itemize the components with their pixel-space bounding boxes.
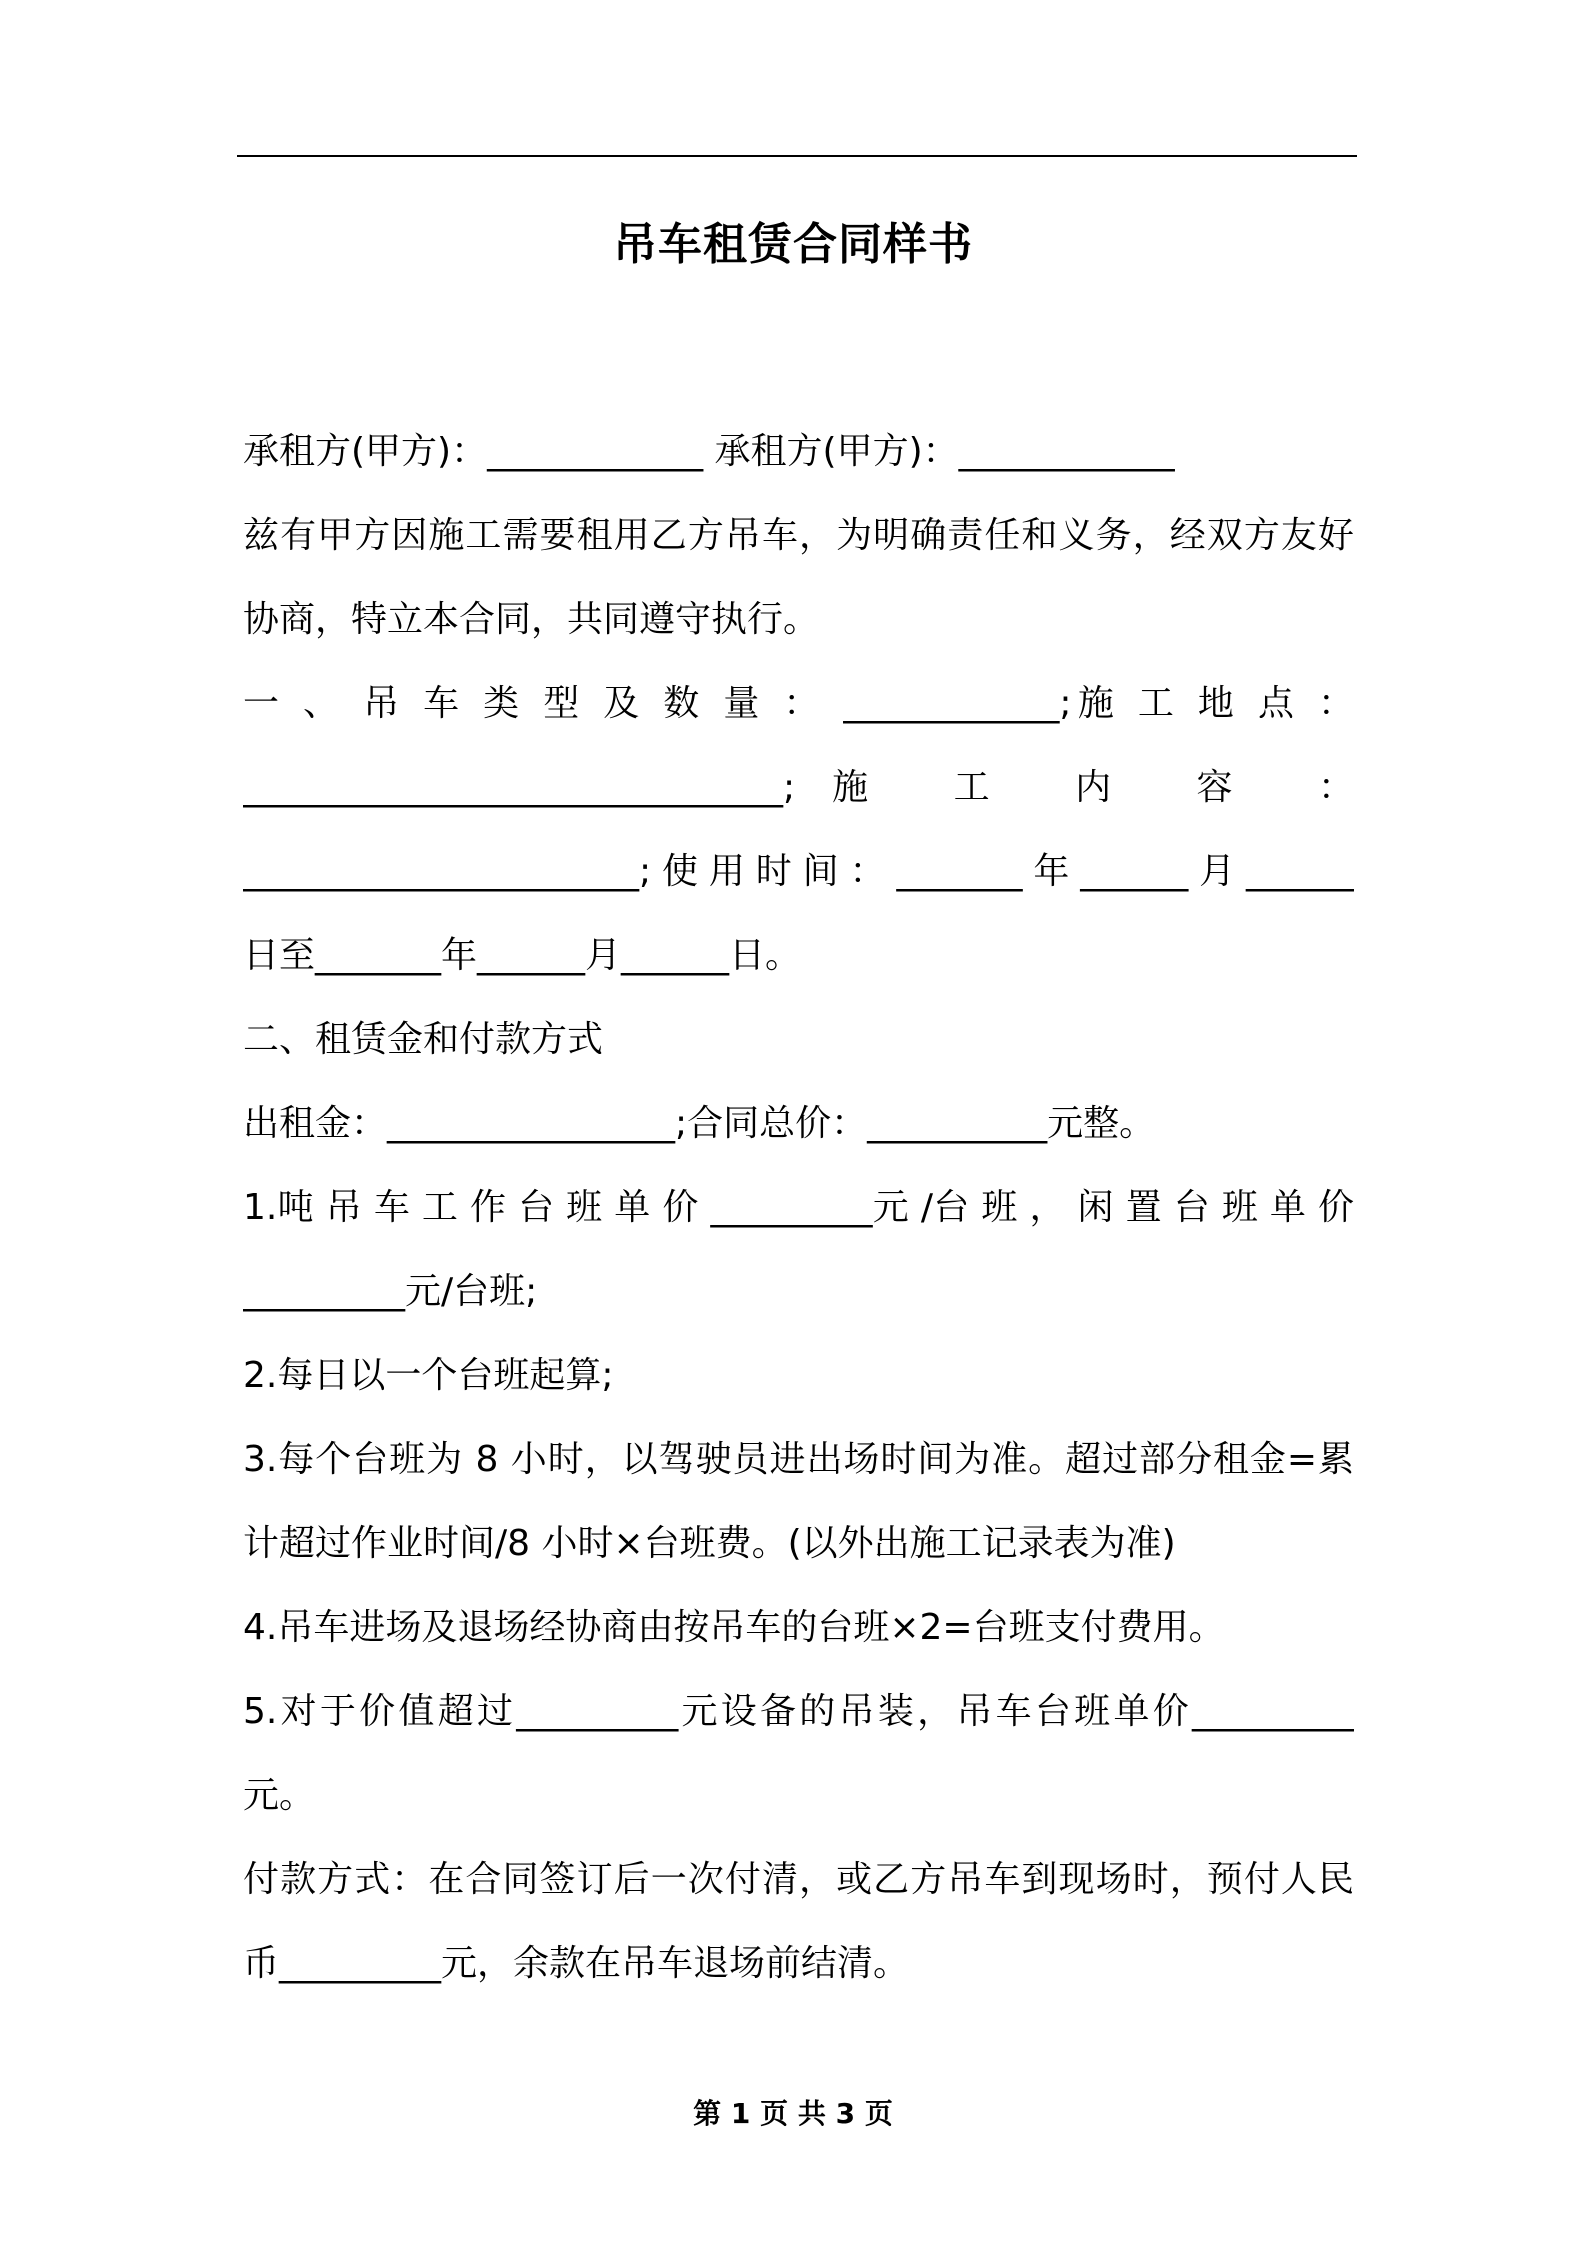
rent-line: 出租金：________________;合同总价：__________元整。 — [243, 1103, 1156, 1144]
contract-body — [243, 410, 1354, 2006]
clause-3-line-2: 计超过作业时间/8 小时×台班费。(以外出施工记录表为准) — [243, 1523, 1176, 1564]
clause-2: 2.每日以一个台班起算; — [243, 1355, 614, 1396]
clause-4: 4.吊车进场及退场经协商由按吊车的台班×2=台班支付费用。 — [243, 1607, 1225, 1648]
clause-1-line-2: _________元/台班; — [243, 1271, 538, 1312]
document-title: 吊车租赁合同样书 — [613, 219, 973, 270]
header-rule — [237, 155, 1357, 157]
clause-5-line-2: 元。 — [243, 1775, 316, 1816]
section-one-line-1: 一 、 吊 车 类 型 及 数 量 ： ____________;施 工 地 点 ： — [243, 683, 1354, 724]
page-number: 第 1 页 共 3 页 — [693, 2097, 893, 2130]
parties-line: 承租方(甲方)：____________ 承租方(甲方)：____________ — [243, 431, 1175, 472]
section-one-line-2: ______________________________;施 工 内 容 ： — [243, 767, 1354, 808]
clause-1-line-1: 1.吨 吊 车 工 作 台 班 单 价 _________元 /台 班 ， 闲 置 台 班 单 价 — [243, 1187, 1354, 1228]
section-one-line-4: 日至_______年______月______日。 — [243, 935, 802, 976]
payment-line-1: 付款方式：在合同签订后一次付清，或乙方吊车到现场时，预付人民 — [243, 1859, 1354, 1900]
preamble-line-2: 协商，特立本合同，共同遵守执行。 — [243, 599, 820, 640]
preamble-line-1: 兹有甲方因施工需要租用乙方吊车，为明确责任和义务，经双方友好 — [243, 515, 1354, 556]
section-two-heading: 二、租赁金和付款方式 — [243, 1019, 604, 1060]
payment-line-2: 币_________元，余款在吊车退场前结清。 — [243, 1943, 910, 1984]
clause-3-line-1: 3.每个台班为 8 小时，以驾驶员进出场时间为准。超过部分租金=累 — [243, 1439, 1354, 1480]
section-one-line-3: ______________________;使用时间：_______年______月______ — [243, 851, 1354, 892]
clause-5-line-1: 5.对于价值超过_________元设备的吊装，吊车台班单价_________ — [243, 1691, 1354, 1732]
